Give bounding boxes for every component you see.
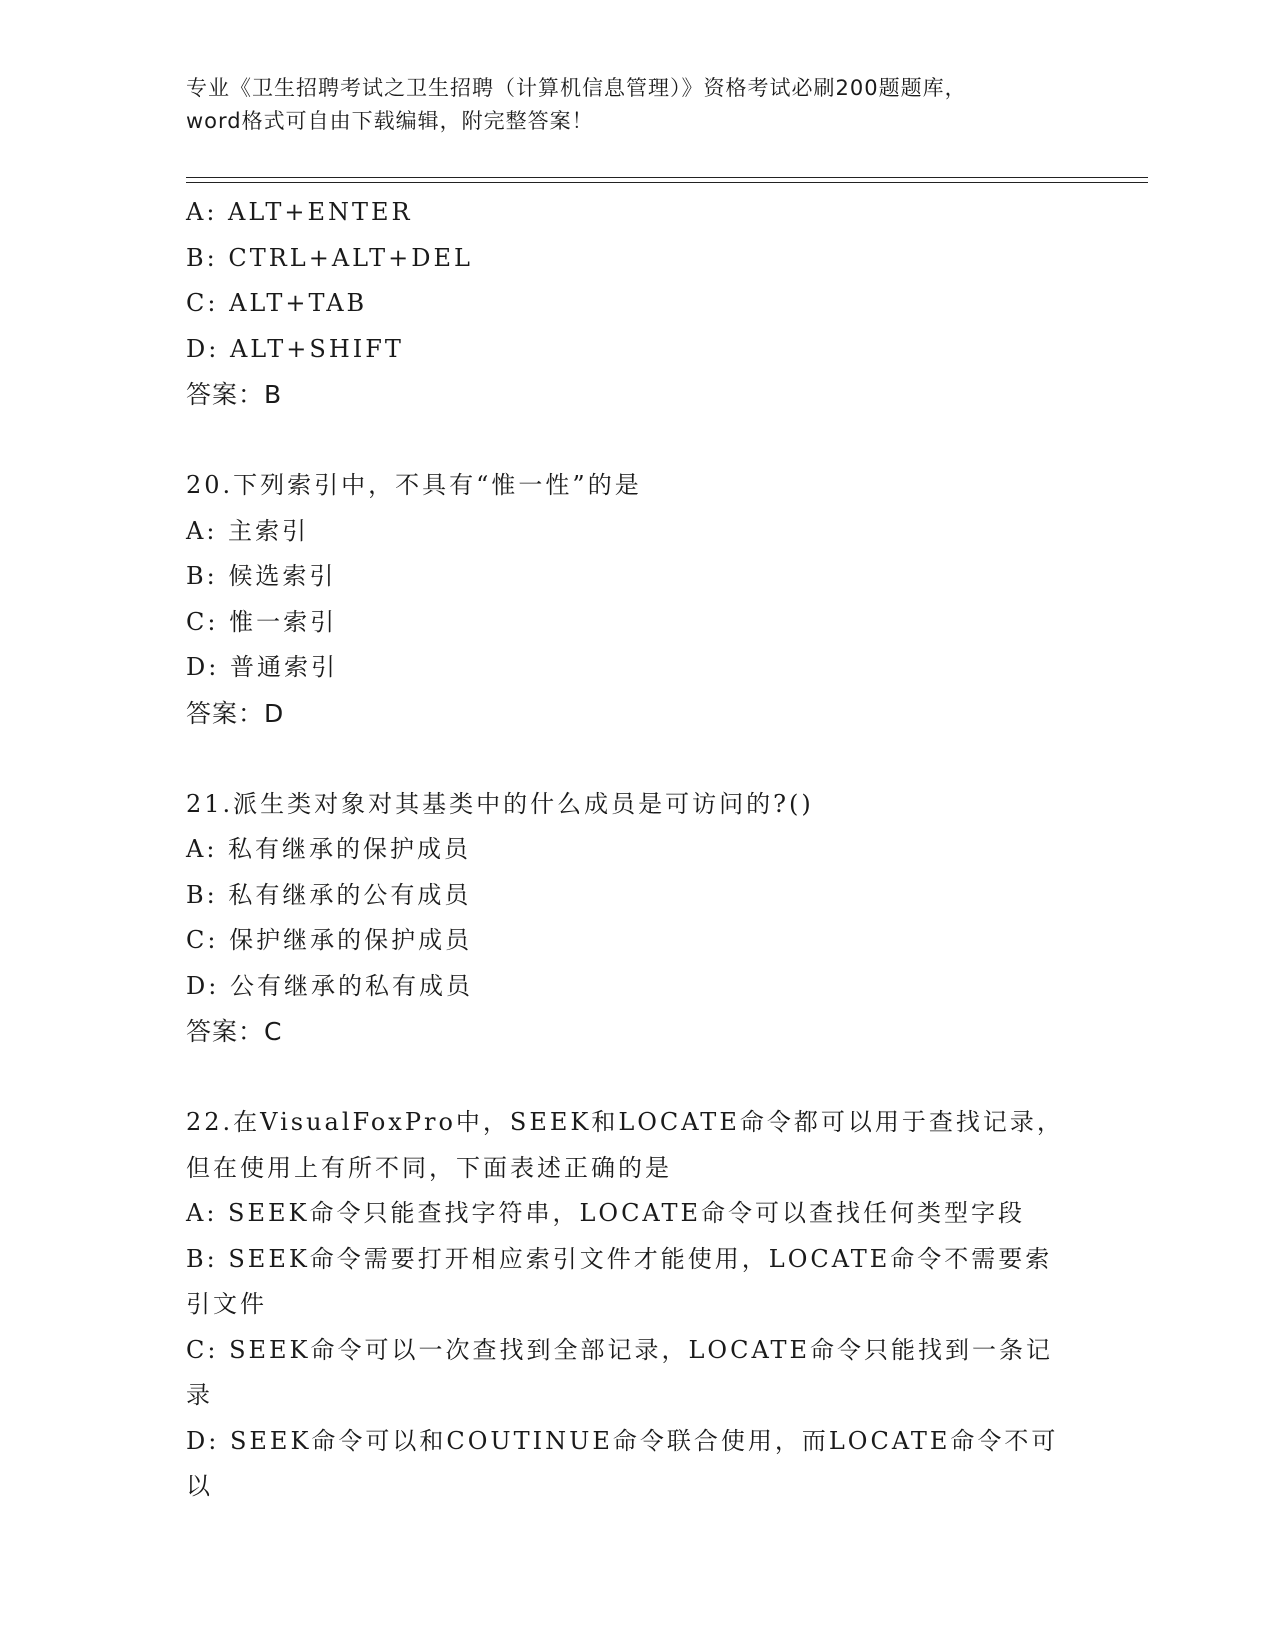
document-header — [186, 72, 1086, 138]
option-c: C: ALT+TAB — [186, 289, 368, 317]
answer: 答案：B — [186, 380, 283, 409]
question-22 — [186, 1100, 1086, 1510]
option-c: C: 惟一索引 — [186, 607, 338, 636]
option-a: A: 主索引 — [186, 516, 310, 545]
option-a: A: ALT+ENTER — [186, 198, 413, 226]
answer: 答案：D — [186, 698, 285, 728]
header-line-2: word格式可自由下载编辑，附完整答案！ — [186, 109, 594, 133]
spacer — [186, 736, 1086, 782]
question-21 — [186, 782, 1086, 1055]
header-divider-top — [186, 177, 1148, 178]
spacer — [186, 418, 1086, 464]
question-title: 20.下列索引中，不具有“惟一性”的是 — [186, 471, 642, 499]
question-20 — [186, 463, 1086, 736]
option-d: D: 普通索引 — [186, 653, 338, 681]
question-title: 21.派生类对象对其基类中的什么成员是可访问的?() — [186, 789, 814, 818]
option-b: B: CTRL+ALT+DEL — [186, 243, 473, 272]
option-a: A: SEEK命令只能查找字符串，LOCATE命令可以查找任何类型字段 — [186, 1199, 1025, 1227]
spacer — [186, 1055, 1086, 1101]
question-title: 22.在VisualFoxPro中，SEEK和LOCATE命令都可以用于查找记录，但在使用上有所不同，下面表述正确的是 — [186, 1108, 1064, 1182]
answer: 答案：C — [186, 1017, 283, 1046]
option-c: C: 保护继承的保护成员 — [186, 926, 473, 954]
option-d: D: 公有继承的私有成员 — [186, 971, 473, 1000]
option-d: D: SEEK命令可以和COUTINUE命令联合使用，而LOCATE命令不可以 — [186, 1426, 1059, 1500]
option-c: C: SEEK命令可以一次查找到全部记录，LOCATE命令只能找到一条记录 — [186, 1335, 1054, 1409]
header-divider-bottom — [186, 182, 1148, 183]
question-19 — [186, 190, 1086, 418]
header-line-1: 专业《卫生招聘考试之卫生招聘（计算机信息管理）》资格考试必刷200题题库， — [186, 76, 967, 100]
option-b: B: 候选索引 — [186, 562, 337, 590]
option-b: B: SEEK命令需要打开相应索引文件才能使用，LOCATE命令不需要索引文件 — [186, 1244, 1053, 1318]
question-list — [186, 190, 1086, 1510]
option-a: A: 私有继承的保护成员 — [186, 835, 472, 863]
option-d: D: ALT+SHIFT — [186, 334, 404, 363]
option-b: B: 私有继承的公有成员 — [186, 880, 472, 909]
